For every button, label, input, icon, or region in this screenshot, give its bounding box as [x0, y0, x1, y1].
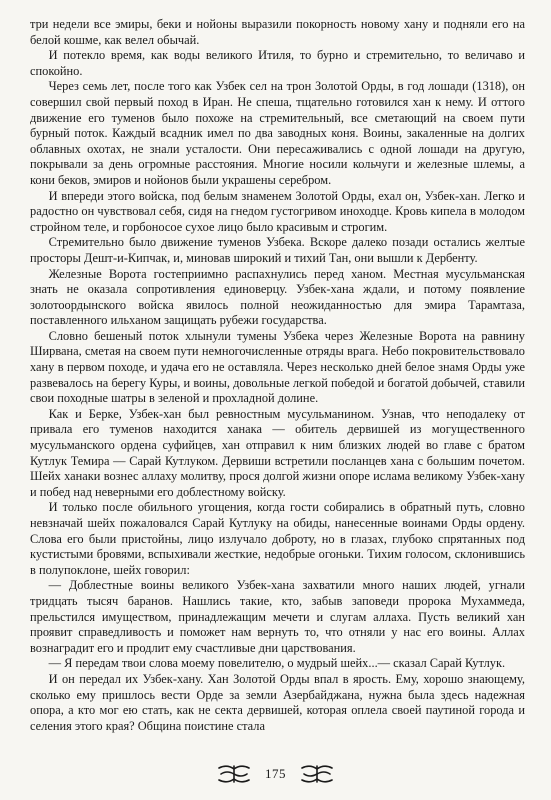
paragraph: И потекло время, как воды великого Итиля, то бурно и стремительно, то величаво и спокойно.	[30, 48, 525, 78]
ornament-left-icon	[217, 764, 251, 784]
page-footer	[0, 764, 551, 784]
paragraph: И только после обильного угощения, когда гости собирались в обратный путь, словно невзначай шейх пожаловался Сарай Кутлуку на обиды, нанесенные воинами Орды ордену. Слова его были пристойны, лицо излучало доброту, но в глазах, глубоко спрятанных под кустистыми бровями, вспыхивали жесткие, недобрые огоньки. Тихим голосом, склонившись в полупоклоне, шейх говорил:	[30, 500, 525, 577]
paragraph: Железные Ворота гостеприимно распахнулись перед ханом. Местная мусульманская знать не оказала сопротивления единоверцу. Узбек-хана ждали, и потому появление золотоордынского войска явилось полной неожиданностью для эмира Тарамтаза, поставленного ильханом защищать рубежи государства.	[30, 266, 525, 328]
ornament-right-icon	[300, 764, 334, 784]
paragraph: Словно бешеный поток хлынули тумены Узбека через Железные Ворота на равнину Ширвана, сметая на своем пути немногочисленные отряды врага. Небо покровительствовало хану в первом походе, и удача его не оставляла. Через несколько дней белое знамя Орды уже развевалось на берегу Куры, и воины, довольные легкой победой и богатой добычей, ставили свои походные шатры в зеленой и прохладной долине.	[30, 328, 525, 406]
paragraph: — Я передам твои слова моему повелителю, о мудрый шейх...— сказал Сарай Кутлук.	[48, 656, 506, 671]
paragraph: Через семь лет, после того как Узбек сел на трон Золотой Орды, в год лошади (1318), он совершил свой первый поход в Иран. Не спеша, тщательно готовился хан к нему. И оттого движение его туменов было похоже на стремительный, все сметающий на своем пути бурный поток. Каждый всадник имел по два заводных коня. Воины, закаленные на долгих облавных охотах, не знали усталости. Они пересаживались с одной лошади на другую, покрывали за день огромные расстояния. Многие носили кольчуги и железные шлемы, а кони беков, эмиров и нойонов были украшены серебром.	[30, 79, 525, 187]
paragraph: Стремительно было движение туменов Узбека. Вскоре далеко позади остались желтые просторы Дешт-и-Кипчак, и, миновав широкий и тихий Тан, они вышли к Дербенту.	[30, 235, 525, 265]
page-text	[30, 17, 525, 734]
paragraph: Как и Берке, Узбек-хан был ревностным мусульманином. Узнав, что неподалеку от привала его туменов находится ханака — обитель дервишей из могущественного мусульманского ордена суфийцев, хан отправил к ним близких людей во главе с братом Кутлук Темира — Сарай Кутлуком. Дервиши встретили посланцев хана с большим почетом. Шейх ханаки вознес аллаху молитву, прося долгой жизни опоре ислама великому Узбек-хану и побед над неверными его доблестному войску.	[30, 406, 525, 499]
paragraph: — Доблестные воины великого Узбек-хана захватили много наших людей, угнали тридцать тысяч баранов. Нашлись такие, кто, забыв заповеди пророка Мухаммеда, прельстился имуществом, принадлежащим мечети и слугам аллаха. Пусть великий хан проявит справедливость и поможет нам вернуть то, что отняли у нас его воины. Аллах вознаградит его и продлит ему счастливые дни царствования.	[30, 578, 525, 655]
paragraph: И впереди этого войска, под белым знаменем Золотой Орды, ехал он, Узбек-хан. Легко и радостно он чувствовал себя, сидя на гнедом густогривом иноходце. Кровь кипела в молодом стройном теле, и горбоносое сухое лицо было красивым и строгим.	[30, 188, 525, 234]
paragraph: три недели все эмиры, беки и нойоны выразили покорность новому хану и подняли его на белой кошме, как велел обычай.	[30, 17, 525, 47]
paragraph: И он передал их Узбек-хану. Хан Золотой Орды впал в ярость. Ему, хорошо знающему, сколько ему пришлось вести Орде за земли Азербайджана, нужна была здесь надежная опора, а кто мог ею стать, как не секта дервишей, которая оплела своей паутиной города и селения этого края? Община поистине стала	[30, 671, 525, 733]
page-number: 175	[265, 766, 286, 781]
